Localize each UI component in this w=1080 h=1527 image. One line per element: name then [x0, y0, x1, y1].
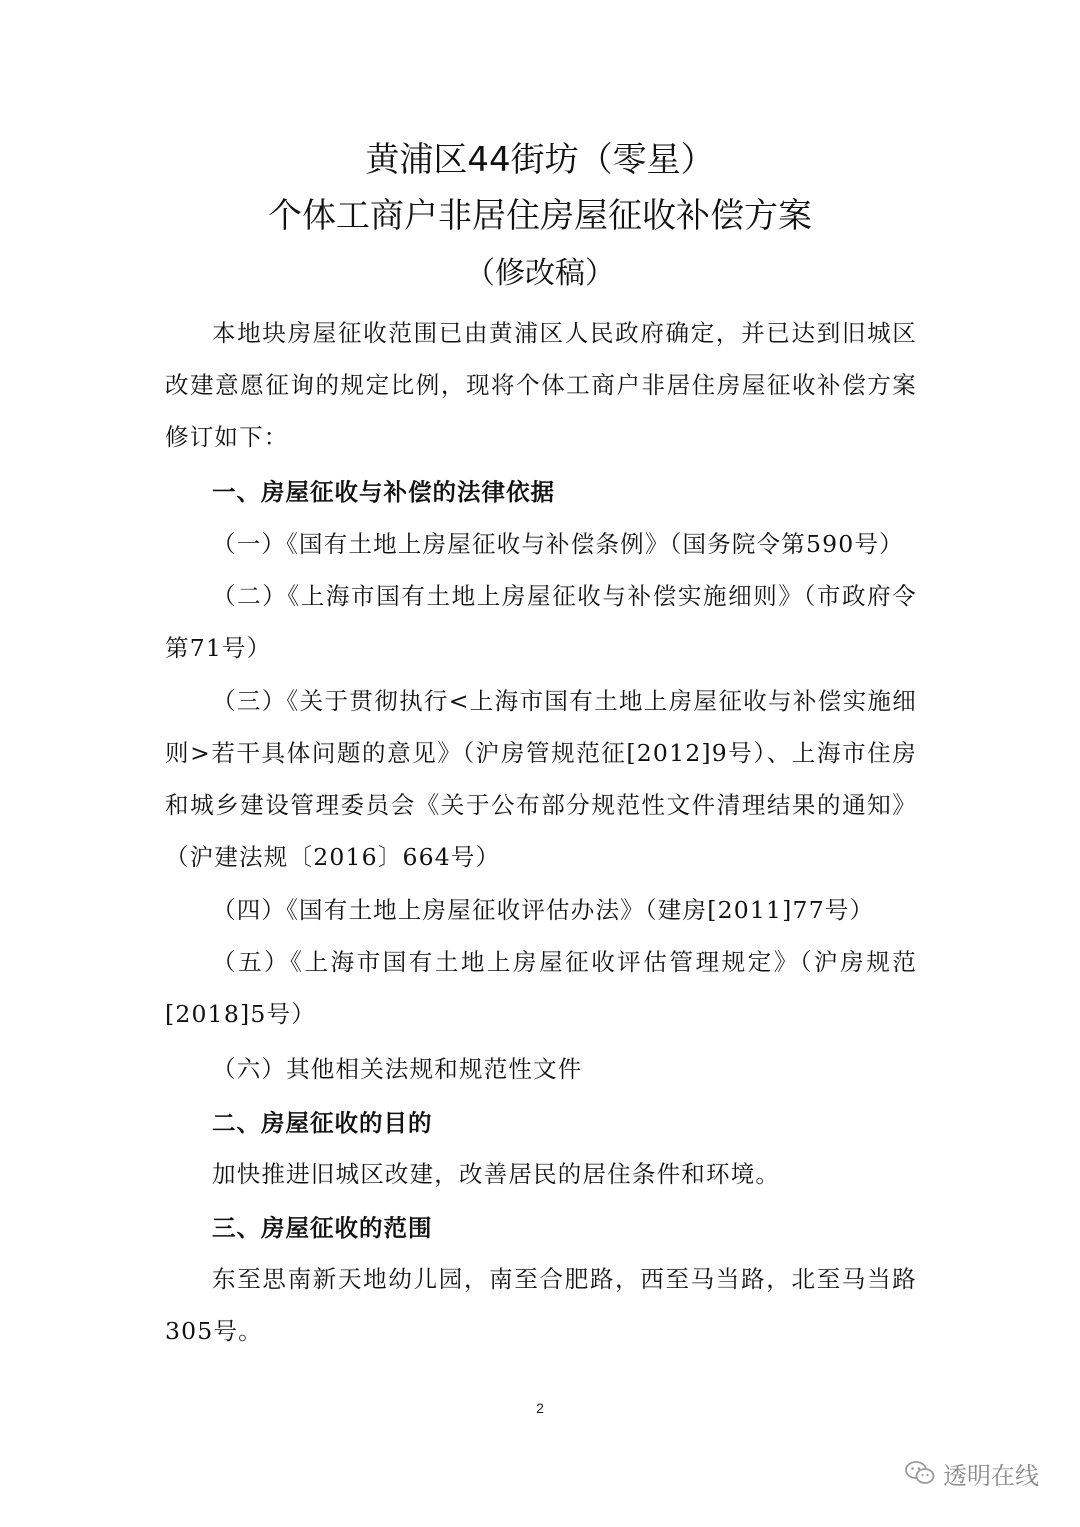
section2-text: 加快推进旧城区改建，改善居民的居住条件和环境。 [212, 1160, 781, 1188]
basis-item-4: （四）《国有土地上房屋征收评估办法》（建房[2011]77号） [212, 896, 875, 924]
section2-heading: 二、房屋征收的目的 [212, 1109, 433, 1137]
watermark [905, 1455, 1039, 1491]
document-title-line3: （修改稿） [465, 256, 615, 291]
basis-item-5: （五）《上海市国有土地上房屋征收评估管理规定》（沪房规范[2018]5号） [165, 948, 917, 1028]
basis-item-3: （三）《关于贯彻执行<上海市国有土地上房屋征收与补偿实施细则>若干具体问题的意见》（沪房管规范征[2012]9号）、上海市住房和城乡建设管理委员会《关于公布部分规范性文件清理结果的通知》（沪建法规〔2016〕664号） [165, 687, 917, 871]
page-number: 2 [536, 1400, 544, 1416]
basis-item-1: （一）《国有土地上房屋征收与补偿条例》（国务院令第590号） [212, 530, 904, 558]
document-title-line2: 个体工商户非居住房屋征收补偿方案 [268, 196, 812, 236]
document-title-line1: 黄浦区44街坊（零星） [365, 140, 715, 180]
wechat-icon [905, 1460, 935, 1486]
section3-text: 东至思南新天地幼儿园，南至合肥路，西至马当路，北至马当路305号。 [165, 1265, 917, 1345]
basis-item-2: （二）《上海市国有土地上房屋征收与补偿实施细则》（市政府令第71号） [165, 582, 917, 662]
basis-item-6: （六）其他相关法规和规范性文件 [212, 1055, 583, 1083]
intro-paragraph: 本地块房屋征收范围已由黄浦区人民政府确定，并已达到旧城区改建意愿征询的规定比例，现将个体工商户非居住房屋征收补偿方案修订如下： [165, 319, 917, 451]
section3-heading: 三、房屋征收的范围 [212, 1214, 433, 1242]
section1-heading: 一、房屋征收与补偿的法律依据 [212, 478, 555, 506]
watermark-text: 透明在线 [943, 1461, 1039, 1490]
